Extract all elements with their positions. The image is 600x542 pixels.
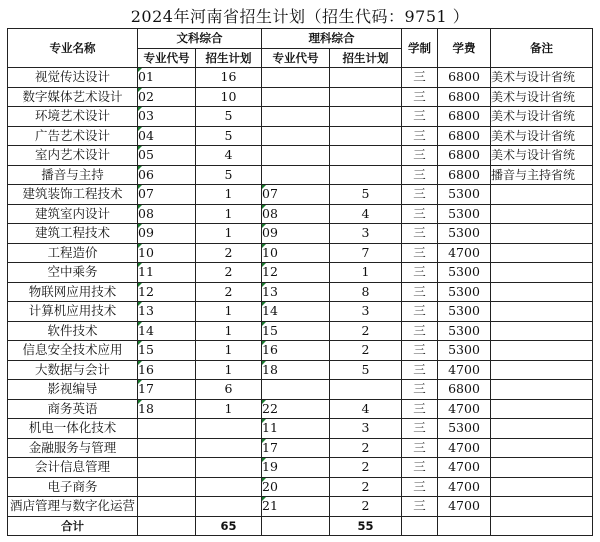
major-cell: 播音与主持 bbox=[8, 165, 138, 185]
major-cell: 影视编导 bbox=[8, 380, 138, 400]
arts-code-cell: 15 bbox=[138, 341, 196, 361]
major-cell: 会计信息管理 bbox=[8, 458, 138, 478]
header-science-plan: 招生计划 bbox=[330, 48, 402, 68]
table-row bbox=[8, 146, 593, 166]
arts-code-cell: 03 bbox=[138, 107, 196, 127]
table-row bbox=[8, 224, 593, 244]
table-row bbox=[8, 458, 593, 478]
duration-cell: 三 bbox=[402, 497, 438, 517]
table-row bbox=[8, 321, 593, 341]
science-plan-cell: 2 bbox=[330, 497, 402, 517]
arts-plan-cell bbox=[196, 497, 262, 517]
major-cell: 建筑装饰工程技术 bbox=[8, 185, 138, 205]
duration-cell: 三 bbox=[402, 438, 438, 458]
science-plan-cell: 3 bbox=[330, 419, 402, 439]
fee-cell: 5300 bbox=[438, 263, 491, 283]
arts-code-cell: 04 bbox=[138, 126, 196, 146]
arts-plan-cell bbox=[196, 419, 262, 439]
duration-cell: 三 bbox=[402, 341, 438, 361]
table-row bbox=[8, 68, 593, 88]
science-plan-cell bbox=[330, 146, 402, 166]
science-plan-cell: 4 bbox=[330, 204, 402, 224]
arts-code-cell: 02 bbox=[138, 87, 196, 107]
arts-plan-cell: 6 bbox=[196, 380, 262, 400]
header-science: 理科综合 bbox=[262, 29, 402, 49]
science-code-cell: 07 bbox=[262, 185, 330, 205]
science-plan-cell bbox=[330, 107, 402, 127]
note-cell bbox=[491, 360, 593, 380]
note-cell bbox=[491, 263, 593, 283]
major-cell: 建筑室内设计 bbox=[8, 204, 138, 224]
major-cell: 广告艺术设计 bbox=[8, 126, 138, 146]
major-cell: 商务英语 bbox=[8, 399, 138, 419]
note-cell bbox=[491, 438, 593, 458]
fee-cell: 4700 bbox=[438, 360, 491, 380]
duration-cell: 三 bbox=[402, 399, 438, 419]
arts-code-cell: 18 bbox=[138, 399, 196, 419]
duration-cell: 三 bbox=[402, 185, 438, 205]
science-code-cell: 20 bbox=[262, 477, 330, 497]
science-code-cell bbox=[262, 68, 330, 88]
duration-cell: 三 bbox=[402, 204, 438, 224]
science-code-cell: 10 bbox=[262, 243, 330, 263]
note-cell: 美术与设计省统 bbox=[491, 87, 593, 107]
arts-code-cell: 09 bbox=[138, 224, 196, 244]
table-row bbox=[8, 243, 593, 263]
science-plan-cell bbox=[330, 165, 402, 185]
arts-code-cell: 06 bbox=[138, 165, 196, 185]
note-cell bbox=[491, 321, 593, 341]
table-row bbox=[8, 107, 593, 127]
arts-code-cell: 14 bbox=[138, 321, 196, 341]
fee-cell: 4700 bbox=[438, 497, 491, 517]
duration-cell: 三 bbox=[402, 263, 438, 283]
duration-cell: 三 bbox=[402, 165, 438, 185]
fee-cell: 6800 bbox=[438, 126, 491, 146]
note-cell bbox=[491, 380, 593, 400]
duration-cell: 三 bbox=[402, 458, 438, 478]
duration-cell: 三 bbox=[402, 380, 438, 400]
science-plan-cell: 5 bbox=[330, 360, 402, 380]
science-code-cell: 12 bbox=[262, 263, 330, 283]
header-science-code: 专业代号 bbox=[262, 48, 330, 68]
duration-cell: 三 bbox=[402, 68, 438, 88]
major-cell: 电子商务 bbox=[8, 477, 138, 497]
arts-code-cell: 08 bbox=[138, 204, 196, 224]
science-code-cell: 15 bbox=[262, 321, 330, 341]
science-plan-cell: 5 bbox=[330, 185, 402, 205]
header-arts-plan: 招生计划 bbox=[196, 48, 262, 68]
science-plan-cell: 7 bbox=[330, 243, 402, 263]
duration-cell: 三 bbox=[402, 360, 438, 380]
note-cell bbox=[491, 185, 593, 205]
major-cell: 空中乘务 bbox=[8, 263, 138, 283]
table-row bbox=[8, 399, 593, 419]
table-row bbox=[8, 360, 593, 380]
science-code-cell: 22 bbox=[262, 399, 330, 419]
science-code-cell: 08 bbox=[262, 204, 330, 224]
science-code-cell: 11 bbox=[262, 419, 330, 439]
major-cell: 机电一体化技术 bbox=[8, 419, 138, 439]
science-plan-cell: 3 bbox=[330, 302, 402, 322]
table-row bbox=[8, 204, 593, 224]
note-cell: 美术与设计省统 bbox=[491, 107, 593, 127]
duration-cell: 三 bbox=[402, 126, 438, 146]
science-plan-cell: 2 bbox=[330, 321, 402, 341]
duration-cell: 三 bbox=[402, 477, 438, 497]
major-cell: 工程造价 bbox=[8, 243, 138, 263]
duration-cell: 三 bbox=[402, 419, 438, 439]
arts-plan-cell: 5 bbox=[196, 165, 262, 185]
arts-plan-cell: 1 bbox=[196, 399, 262, 419]
arts-plan-cell: 1 bbox=[196, 224, 262, 244]
major-cell: 酒店管理与数字化运营 bbox=[8, 497, 138, 517]
arts-plan-cell: 2 bbox=[196, 282, 262, 302]
note-cell bbox=[491, 341, 593, 361]
major-cell: 信息安全技术应用 bbox=[8, 341, 138, 361]
science-code-cell: 18 bbox=[262, 360, 330, 380]
science-plan-cell: 2 bbox=[330, 458, 402, 478]
note-cell bbox=[491, 419, 593, 439]
fee-cell: 6800 bbox=[438, 165, 491, 185]
science-plan-cell: 2 bbox=[330, 438, 402, 458]
science-code-cell: 14 bbox=[262, 302, 330, 322]
arts-code-cell: 01 bbox=[138, 68, 196, 88]
note-cell bbox=[491, 204, 593, 224]
major-cell: 环境艺术设计 bbox=[8, 107, 138, 127]
major-cell: 金融服务与管理 bbox=[8, 438, 138, 458]
science-plan-cell bbox=[330, 126, 402, 146]
total-arts-code bbox=[138, 516, 196, 536]
arts-plan-cell: 10 bbox=[196, 87, 262, 107]
science-plan-cell bbox=[330, 68, 402, 88]
major-cell: 计算机应用技术 bbox=[8, 302, 138, 322]
fee-cell: 4700 bbox=[438, 458, 491, 478]
arts-code-cell bbox=[138, 438, 196, 458]
table-body bbox=[8, 68, 593, 517]
arts-plan-cell bbox=[196, 438, 262, 458]
fee-cell: 4700 bbox=[438, 243, 491, 263]
arts-code-cell bbox=[138, 477, 196, 497]
arts-plan-cell bbox=[196, 477, 262, 497]
arts-plan-cell: 1 bbox=[196, 185, 262, 205]
arts-code-cell bbox=[138, 497, 196, 517]
major-cell: 物联网应用技术 bbox=[8, 282, 138, 302]
note-cell: 美术与设计省统 bbox=[491, 146, 593, 166]
arts-code-cell bbox=[138, 458, 196, 478]
table-row bbox=[8, 341, 593, 361]
fee-cell: 5300 bbox=[438, 204, 491, 224]
table-row bbox=[8, 497, 593, 517]
duration-cell: 三 bbox=[402, 302, 438, 322]
fee-cell: 4700 bbox=[438, 438, 491, 458]
note-cell: 美术与设计省统 bbox=[491, 126, 593, 146]
science-code-cell bbox=[262, 380, 330, 400]
science-plan-cell bbox=[330, 87, 402, 107]
fee-cell: 6800 bbox=[438, 68, 491, 88]
science-code-cell bbox=[262, 107, 330, 127]
table-row bbox=[8, 282, 593, 302]
duration-cell: 三 bbox=[402, 107, 438, 127]
table-row bbox=[8, 419, 593, 439]
arts-plan-cell: 1 bbox=[196, 302, 262, 322]
table-row bbox=[8, 87, 593, 107]
science-code-cell bbox=[262, 165, 330, 185]
science-plan-cell: 8 bbox=[330, 282, 402, 302]
table-row bbox=[8, 380, 593, 400]
enrollment-plan-table bbox=[7, 28, 593, 536]
note-cell bbox=[491, 224, 593, 244]
total-duration bbox=[402, 516, 438, 536]
table-row bbox=[8, 185, 593, 205]
arts-plan-cell: 1 bbox=[196, 341, 262, 361]
duration-cell: 三 bbox=[402, 224, 438, 244]
science-code-cell: 13 bbox=[262, 282, 330, 302]
arts-plan-cell: 5 bbox=[196, 126, 262, 146]
science-code-cell: 09 bbox=[262, 224, 330, 244]
note-cell: 播音与主持省统 bbox=[491, 165, 593, 185]
science-plan-cell: 2 bbox=[330, 341, 402, 361]
arts-plan-cell: 16 bbox=[196, 68, 262, 88]
table-row bbox=[8, 126, 593, 146]
fee-cell: 5300 bbox=[438, 224, 491, 244]
major-cell: 建筑工程技术 bbox=[8, 224, 138, 244]
arts-code-cell: 05 bbox=[138, 146, 196, 166]
header-fee: 学费 bbox=[438, 29, 491, 68]
table-row bbox=[8, 477, 593, 497]
duration-cell: 三 bbox=[402, 87, 438, 107]
science-plan-cell: 1 bbox=[330, 263, 402, 283]
arts-code-cell: 12 bbox=[138, 282, 196, 302]
arts-code-cell: 11 bbox=[138, 263, 196, 283]
fee-cell: 5300 bbox=[438, 419, 491, 439]
major-cell: 数字媒体艺术设计 bbox=[8, 87, 138, 107]
major-cell: 大数据与会计 bbox=[8, 360, 138, 380]
fee-cell: 5300 bbox=[438, 282, 491, 302]
duration-cell: 三 bbox=[402, 282, 438, 302]
note-cell bbox=[491, 458, 593, 478]
note-cell bbox=[491, 477, 593, 497]
table-row bbox=[8, 438, 593, 458]
arts-code-cell: 16 bbox=[138, 360, 196, 380]
fee-cell: 6800 bbox=[438, 380, 491, 400]
major-cell: 室内艺术设计 bbox=[8, 146, 138, 166]
arts-code-cell bbox=[138, 419, 196, 439]
arts-code-cell: 10 bbox=[138, 243, 196, 263]
header-note: 备注 bbox=[491, 29, 593, 68]
science-code-cell: 17 bbox=[262, 438, 330, 458]
header-duration: 学制 bbox=[402, 29, 438, 68]
science-plan-cell: 2 bbox=[330, 477, 402, 497]
fee-cell: 5300 bbox=[438, 185, 491, 205]
duration-cell: 三 bbox=[402, 146, 438, 166]
arts-plan-cell: 1 bbox=[196, 321, 262, 341]
fee-cell: 6800 bbox=[438, 107, 491, 127]
arts-plan-cell: 2 bbox=[196, 243, 262, 263]
table-row bbox=[8, 263, 593, 283]
fee-cell: 5300 bbox=[438, 302, 491, 322]
table-row bbox=[8, 302, 593, 322]
total-fee bbox=[438, 516, 491, 536]
duration-cell: 三 bbox=[402, 243, 438, 263]
arts-plan-cell: 2 bbox=[196, 263, 262, 283]
science-plan-cell: 3 bbox=[330, 224, 402, 244]
header-major: 专业名称 bbox=[8, 29, 138, 68]
fee-cell: 4700 bbox=[438, 477, 491, 497]
page-title: 2024年河南省招生计划（招生代码：9751 ） bbox=[130, 7, 470, 26]
science-code-cell bbox=[262, 126, 330, 146]
science-code-cell bbox=[262, 146, 330, 166]
major-cell: 视觉传达设计 bbox=[8, 68, 138, 88]
note-cell bbox=[491, 282, 593, 302]
total-row bbox=[8, 516, 593, 536]
note-cell bbox=[491, 302, 593, 322]
arts-plan-cell bbox=[196, 458, 262, 478]
note-cell bbox=[491, 243, 593, 263]
fee-cell: 6800 bbox=[438, 87, 491, 107]
fee-cell: 5300 bbox=[438, 341, 491, 361]
science-code-cell: 16 bbox=[262, 341, 330, 361]
header-arts: 文科综合 bbox=[138, 29, 262, 49]
science-code-cell: 19 bbox=[262, 458, 330, 478]
note-cell bbox=[491, 497, 593, 517]
note-cell bbox=[491, 399, 593, 419]
arts-code-cell: 17 bbox=[138, 380, 196, 400]
total-science-plan: 55 bbox=[330, 516, 402, 536]
arts-plan-cell: 1 bbox=[196, 360, 262, 380]
total-arts-plan: 65 bbox=[196, 516, 262, 536]
major-cell: 软件技术 bbox=[8, 321, 138, 341]
fee-cell: 5300 bbox=[438, 321, 491, 341]
science-plan-cell bbox=[330, 380, 402, 400]
arts-code-cell: 13 bbox=[138, 302, 196, 322]
arts-plan-cell: 5 bbox=[196, 107, 262, 127]
note-cell: 美术与设计省统 bbox=[491, 68, 593, 88]
science-code-cell: 21 bbox=[262, 497, 330, 517]
arts-plan-cell: 1 bbox=[196, 204, 262, 224]
arts-plan-cell: 4 bbox=[196, 146, 262, 166]
total-note bbox=[491, 516, 593, 536]
total-label: 合计 bbox=[8, 516, 138, 536]
table-row bbox=[8, 165, 593, 185]
header-arts-code: 专业代号 bbox=[138, 48, 196, 68]
science-code-cell bbox=[262, 87, 330, 107]
duration-cell: 三 bbox=[402, 321, 438, 341]
total-science-code bbox=[262, 516, 330, 536]
fee-cell: 4700 bbox=[438, 399, 491, 419]
science-plan-cell: 4 bbox=[330, 399, 402, 419]
fee-cell: 6800 bbox=[438, 146, 491, 166]
arts-code-cell: 07 bbox=[138, 185, 196, 205]
